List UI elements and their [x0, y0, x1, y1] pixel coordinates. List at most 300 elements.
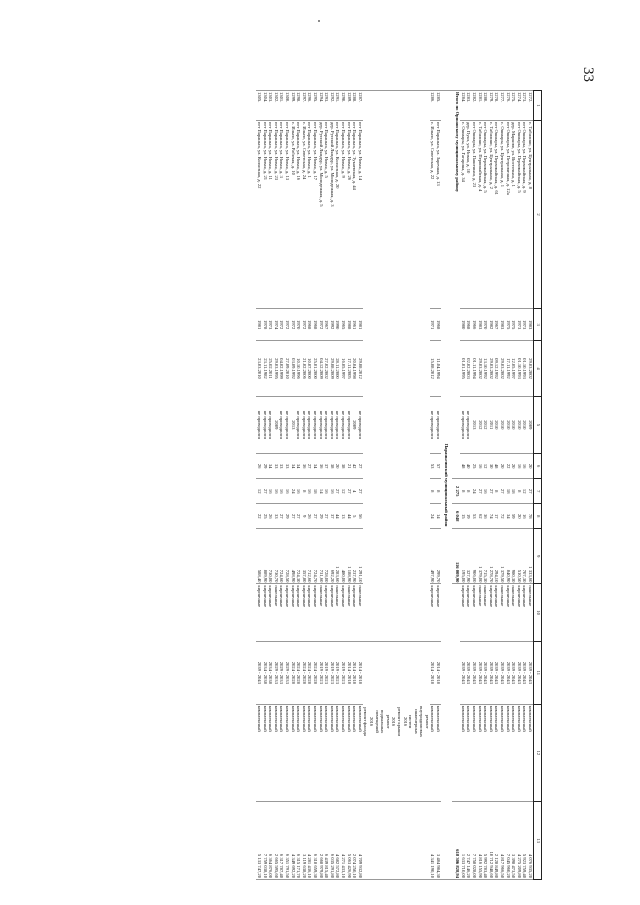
table-cell: пгт Параньга, ул. Новая, д. 23 — [273, 121, 279, 309]
table-cell: с. Ильпо, ул. Советская, д. 22 — [430, 121, 436, 309]
table-cell: кирпичные — [312, 584, 318, 642]
table-cell: 27 — [488, 479, 494, 504]
table-cell: 16 — [268, 479, 274, 504]
table-cell: 2039 - 2043 — [488, 641, 494, 704]
table-cell: 02.02.2003 — [466, 341, 472, 396]
table-cell: 16 — [516, 454, 522, 479]
table-cell: панельные — [318, 584, 324, 642]
notes-row — [363, 91, 430, 880]
rotated-table-container — [72, 90, 542, 880]
table-cell: 7 758 028,00 — [471, 802, 477, 880]
table-cell: не проводился — [257, 396, 263, 454]
table-cell: комплексный — [268, 704, 274, 802]
table-cell: не проводился — [262, 396, 268, 454]
table-row — [511, 91, 517, 880]
table-cell: 6 317 787,40 — [279, 802, 285, 880]
table-cell: 2010 — [511, 396, 517, 454]
table-cell: 1287. — [357, 91, 363, 121]
table-cell: кирпичные — [522, 584, 528, 642]
table-cell: 26 — [268, 504, 274, 529]
table-cell: 2014 - 2018 — [346, 641, 352, 704]
table-row — [357, 91, 363, 880]
table-cell: 15 — [460, 504, 466, 529]
table-cell: 12 — [257, 479, 263, 504]
table-cell: 2039 - 2043 — [466, 641, 472, 704]
total-row — [452, 91, 461, 880]
table-cell: с. Ильпо, ул. Советская, д. 24 — [301, 121, 307, 309]
table-cell: комплексный — [312, 704, 318, 802]
table-cell: 1 283,60 — [335, 529, 341, 584]
table-cell: 1299. — [290, 91, 296, 121]
table-cell: пгт Параньга, ул. Новая, д. 13 — [284, 121, 290, 309]
table-cell: 33 — [279, 454, 285, 479]
total-cell: 116 009,90 — [452, 529, 461, 584]
table-cell: 44 — [335, 504, 341, 529]
table-cell: 22 — [505, 454, 511, 479]
table-cell: 14 — [436, 504, 442, 529]
table-row — [516, 91, 522, 880]
table-cell: 4 709 932,80 — [357, 802, 363, 880]
table-cell: 1291. — [335, 91, 341, 121]
table-cell: 29.03.2002 — [488, 341, 494, 396]
table-cell: комплексный — [460, 704, 466, 802]
table-cell: 16 — [279, 479, 285, 504]
table-cell: дер. Марково, ул. Восточная, д. 1 — [511, 121, 517, 309]
table-cell: 20 — [527, 454, 533, 479]
table-cell: 1971 — [430, 308, 436, 341]
table-cell: 10 712 948,60 — [488, 802, 494, 880]
table-cell: 17 — [494, 504, 500, 529]
table-row — [329, 91, 335, 880]
table-cell: 27 — [279, 504, 285, 529]
table-row — [257, 91, 263, 880]
table-cell: 59 — [511, 504, 517, 529]
table-cell: 2 668 979,80 — [318, 802, 324, 880]
table-cell: 29.03.2002 — [527, 341, 533, 396]
table-cell: 2039 - 2043 — [471, 641, 477, 704]
table-cell: 13.10.1992 — [483, 341, 489, 396]
table-cell: 36 — [301, 454, 307, 479]
table-cell: комплексный — [301, 704, 307, 802]
table-cell: комплексный — [488, 704, 494, 802]
table-cell: 980,30 — [511, 529, 517, 584]
table-cell: 6 315 171,70 — [296, 802, 302, 880]
table-cell: панельные — [477, 584, 483, 642]
table-cell: 22 — [257, 504, 263, 529]
table-cell: 2014 - 2018 — [357, 641, 363, 704]
table-cell: 27 — [477, 479, 483, 504]
table-cell: 09.12.1992 — [494, 341, 500, 396]
table-cell: 1304. — [262, 91, 268, 121]
table-cell: 1970 — [483, 308, 489, 341]
table-cell: 20.04.1998 — [352, 341, 358, 396]
table-cell: 01.10.1993 — [522, 341, 528, 396]
column-number-1: 1 — [534, 91, 542, 121]
total-cell: 2 275 — [452, 479, 461, 504]
table-cell: 23.11.1982 — [262, 341, 268, 396]
table-cell: не проводился — [324, 396, 330, 454]
table-cell: 1303. — [268, 91, 274, 121]
table-cell: 27 — [296, 504, 302, 529]
table-cell: 1281. — [477, 91, 483, 121]
table-cell: 2013 — [471, 396, 477, 454]
table-cell: 8 — [301, 479, 307, 504]
table-cell: 1 379,50 — [499, 529, 505, 584]
table-cell: 74 — [488, 504, 494, 529]
table-cell: 2039 - 2043 — [460, 641, 466, 704]
table-cell: 27 — [290, 504, 296, 529]
table-cell: 2 665 595,60 — [273, 802, 279, 880]
notes-spacer — [363, 802, 430, 880]
table-row — [324, 91, 330, 880]
table-cell: комплексный — [318, 704, 324, 802]
table-cell: 4 271 433,10 — [340, 802, 346, 880]
table-cell: 17.11.1992 — [505, 341, 511, 396]
table-cell: пгт Параньга, ул. Новая, д. 17 — [312, 121, 318, 309]
table-cell: 5 992 783,40 — [483, 802, 489, 880]
table-cell: 1284. — [460, 91, 466, 121]
table-cell: 4 281 436,10 — [307, 802, 313, 880]
table-cell: 30 — [488, 454, 494, 479]
table-cell: 2013 — [290, 396, 296, 454]
table-cell: 11.04.1994 — [436, 341, 442, 396]
table-cell: 6 351 791,50 — [284, 802, 290, 880]
table-row — [296, 91, 302, 880]
table-cell: 20 — [516, 504, 522, 529]
table-cell: 19 — [466, 504, 472, 529]
table-cell: 294,10 — [494, 529, 500, 584]
table-cell: 36 — [483, 504, 489, 529]
table-cell: 78 — [527, 504, 533, 529]
table-cell: 2039 - 2043 — [483, 641, 489, 704]
table-cell: 195,00 — [460, 529, 466, 584]
total-cell: 618 306 828,94 — [452, 802, 461, 880]
table-cell: 44 — [346, 504, 352, 529]
table-cell: 8 — [430, 479, 436, 504]
table-cell: 1301. — [279, 91, 285, 121]
table-cell: комплексный — [340, 704, 346, 802]
table-cell: 1278. — [494, 91, 500, 121]
table-cell: 26 — [307, 504, 313, 529]
table-cell: 21 — [346, 454, 352, 479]
table-cell: кирпичные — [307, 584, 313, 642]
table-cell: 2014 - 2018 — [430, 641, 436, 704]
table-cell: не проводился — [340, 396, 346, 454]
table-cell: 72 — [499, 504, 505, 529]
table-cell: кирпичные — [284, 584, 290, 642]
table-cell: пгт Параньга, ул. Колхозная, д. 20 — [335, 121, 341, 309]
table-cell: 48 — [494, 454, 500, 479]
column-number-6: 6 — [534, 454, 542, 479]
table-cell: 16 — [284, 479, 290, 504]
table-cell: 1982 — [488, 308, 494, 341]
table-cell: 16.05.1997 — [340, 341, 346, 396]
table-row — [527, 91, 533, 880]
table-cell: 2010 — [505, 396, 511, 454]
table-cell: кирпичные — [516, 584, 522, 642]
table-cell: 34 — [505, 504, 511, 529]
table-row — [301, 91, 307, 880]
table-cell: панельные — [357, 584, 363, 642]
table-cell: 1972 — [318, 308, 324, 341]
note-line: 2016 — [391, 717, 397, 727]
table-row — [279, 91, 285, 880]
table-cell: 12 — [483, 454, 489, 479]
table-cell: 2012 — [483, 396, 489, 454]
table-cell: 1972 — [279, 308, 285, 341]
table-cell: не проводился — [329, 396, 335, 454]
table-cell: пгт Ошмары, ул. Пашенная, д. 23 — [471, 121, 477, 309]
table-cell: кирпичные — [505, 584, 511, 642]
table-cell: 16 — [522, 504, 528, 529]
table-cell: 18 — [505, 479, 511, 504]
table-cell: пгт Параньга, ул. Тукаевская, д. 44 — [352, 121, 358, 309]
table-cell: не проводился — [335, 396, 341, 454]
table-cell: 1973 — [268, 308, 274, 341]
table-cell: 27.02.2002 — [324, 341, 330, 396]
table-cell: 10.07.2000 — [307, 341, 313, 396]
total-cell — [452, 584, 461, 802]
table-cell: не проводился — [307, 396, 313, 454]
table-cell: 01.11.1994 — [471, 341, 477, 396]
table-cell: не проводился — [460, 396, 466, 454]
table-cell: кирпичные — [430, 584, 436, 642]
table-cell: 728,00 — [324, 529, 330, 584]
table-row — [307, 91, 313, 880]
table-cell: 28.11.2000 — [335, 341, 341, 396]
page-number: 33 — [580, 67, 596, 82]
table-cell: 34 — [312, 454, 318, 479]
table-cell: 04.02.1999 — [279, 341, 285, 396]
table-row — [290, 91, 296, 880]
table-cell: 40 — [466, 454, 472, 479]
table-cell: 53 — [471, 504, 477, 529]
table-cell: 2010 — [494, 396, 500, 454]
table-cell: 1961 — [352, 308, 358, 341]
table-cell: 730,00 — [268, 529, 274, 584]
table-cell: комплексный — [516, 704, 522, 802]
table-cell: 1296. — [307, 91, 313, 121]
table-cell: 237,90 — [352, 529, 358, 584]
table-cell: 1302. — [273, 91, 279, 121]
table-cell: 1 633 710,00 — [460, 802, 466, 880]
table-cell: пгт Параньга, ул. Новая, д. 3 — [279, 121, 285, 309]
table-cell: кирпичные — [268, 584, 274, 642]
table-cell: 2 074 250,10 — [352, 802, 358, 880]
table-cell: 1300. — [284, 91, 290, 121]
table-cell: 1980 — [460, 308, 466, 341]
column-number-3: 3 — [534, 308, 542, 341]
table-cell: 1280. — [483, 91, 489, 121]
table-cell: пгт Параньга, ул. Заречная, д. 13 — [436, 121, 442, 309]
table-cell: 2034 - 2038 — [262, 641, 268, 704]
table-cell: комплексный — [466, 704, 472, 802]
table-cell: пгт Ошмары, ул. Первомайская, д. 9 — [522, 121, 528, 309]
table-cell: комплексный — [357, 704, 363, 802]
table-cell: 6 035 291,80 — [329, 802, 335, 880]
table-cell: 29 — [318, 504, 324, 529]
notes-spacer — [363, 91, 430, 642]
note-line: 2016 — [402, 717, 408, 727]
table-cell: 1968 — [436, 308, 442, 341]
table-cell: не проводился — [312, 396, 318, 454]
table-cell: 04.12.2009 — [318, 341, 324, 396]
table-cell: 1289. — [346, 91, 352, 121]
table-cell: кирпичные — [352, 584, 358, 642]
table-cell: комплексный — [483, 704, 489, 802]
table-cell: 510,50 — [516, 529, 522, 584]
table-cell: комплексный — [324, 704, 330, 802]
table-cell: 2010 — [522, 396, 528, 454]
table-cell: пгт Параньга, ул. Новая, д. 1 — [307, 121, 313, 309]
table-cell: 1305. — [257, 91, 263, 121]
table-cell: кирпичные — [301, 584, 307, 642]
table-cell: 10.10.1996 — [296, 341, 302, 396]
table-cell: дер. Русский Ляждур, ул. Молодежная, д. 5 — [318, 121, 324, 309]
table-cell: 1968 — [307, 308, 313, 341]
table-cell: 1 379,00 — [477, 529, 483, 584]
table-cell: комплексный — [273, 704, 279, 802]
table-cell: 707,30 — [522, 529, 528, 584]
table-cell: 24 — [290, 479, 296, 504]
table-cell: 29.08.2012 — [357, 341, 363, 396]
table-cell: комплексный — [436, 704, 442, 802]
table-cell: 27 — [312, 504, 318, 529]
table-row — [262, 91, 268, 880]
table-row — [346, 91, 352, 880]
table-cell: 2024 - 2028 — [301, 641, 307, 704]
table-cell: 27 — [346, 479, 352, 504]
table-cell: 1272. — [527, 91, 533, 121]
table-cell: пгт Ошмары, ул. Петровичная, д. 12а — [505, 121, 511, 309]
table-cell: 2029 - 2033 — [284, 641, 290, 704]
table-row — [471, 91, 477, 880]
table-row — [268, 91, 274, 880]
table-cell: 1992 — [329, 308, 335, 341]
table-cell: 2 128 849,80 — [494, 802, 500, 880]
table-cell: панельные — [273, 584, 279, 642]
table-cell: 2024 - 2028 — [312, 641, 318, 704]
table-cell: 730,70 — [273, 529, 279, 584]
table-cell: 21.02.2006 — [301, 341, 307, 396]
table-cell: 1297. — [301, 91, 307, 121]
total-cell: Итого по Оршанскому муниципальному району — [452, 91, 461, 479]
table-cell: 357,80 — [301, 529, 307, 584]
table-cell: 27 — [324, 504, 330, 529]
table-cell: 16 — [307, 479, 313, 504]
table-cell: 712,60 — [307, 529, 313, 584]
table-cell: 16 — [477, 454, 483, 479]
table-cell: 1273. — [522, 91, 528, 121]
table-cell: комплексный — [335, 704, 341, 802]
table-cell: 327,90 — [466, 529, 472, 584]
table-cell: 17.11.2005 — [346, 341, 352, 396]
note-line: подвальных — [380, 709, 386, 734]
table-cell: 4 817 966,50 — [499, 802, 505, 880]
table-cell: 480,00 — [340, 529, 346, 584]
table-cell: 1968 — [466, 308, 472, 341]
note-line: инженерных — [413, 709, 419, 734]
table-row — [505, 91, 511, 880]
table-cell: 2009 — [527, 396, 533, 454]
table-cell: 12 — [340, 479, 346, 504]
table-cell: комплексный — [471, 704, 477, 802]
table-cell: 16 — [329, 479, 335, 504]
table-cell: пгт Параньга, ул. Колхозная, д. 22 — [257, 121, 263, 309]
note-line: систем — [408, 714, 414, 729]
table-cell: 1293. — [324, 91, 330, 121]
table-cell: 12 — [522, 479, 528, 504]
column-number-row — [534, 91, 542, 880]
table-cell: 27 — [335, 479, 341, 504]
table-cell: 2039 - 2043 — [505, 641, 511, 704]
table-cell: 4 341 190,10 — [430, 802, 436, 880]
table-row — [430, 91, 436, 880]
table-cell: 1 333,60 — [527, 529, 533, 584]
table-cell: кирпичные — [436, 584, 442, 642]
table-cell: 1283. — [466, 91, 472, 121]
table-cell: 16 — [273, 479, 279, 504]
table-cell: 2024 - 2028 — [307, 641, 313, 704]
table-cell: 1975 — [511, 308, 517, 341]
table-cell: кирпичные — [262, 584, 268, 642]
note-line: ремонт крыши — [396, 707, 402, 736]
table-cell: 27 — [527, 479, 533, 504]
table-cell: 33 — [273, 454, 279, 479]
table-cell: 2029 - 2033 — [273, 641, 279, 704]
table-cell: 2014 - 2018 — [352, 641, 358, 704]
table-cell: кирпичные — [296, 584, 302, 642]
table-cell: 24 — [471, 479, 477, 504]
table-cell: 4 076 935,20 — [527, 802, 533, 880]
table-cell: 2019 - 2023 — [318, 641, 324, 704]
table-cell: 33 — [273, 504, 279, 529]
table-cell: комплексный — [477, 704, 483, 802]
table-cell: панельные — [335, 584, 341, 642]
table-cell: 1983 — [527, 308, 533, 341]
column-number-4: 4 — [534, 341, 542, 396]
table-cell: 2029 - 2033 — [279, 641, 285, 704]
table-cell: 1276. — [505, 91, 511, 121]
table-cell: 5 — [352, 504, 358, 529]
table-cell: 15.08.2012 — [430, 341, 436, 396]
table-cell: 724,60 — [279, 529, 285, 584]
table-cell: 24 — [430, 504, 436, 529]
table-cell: кирпичные — [329, 584, 335, 642]
table-cell: 27 — [307, 454, 313, 479]
table-cell: 27 — [262, 479, 268, 504]
table-row — [494, 91, 500, 880]
table-cell: комплексный — [307, 704, 313, 802]
table-row — [340, 91, 346, 880]
table-cell: комплексный — [352, 704, 358, 802]
table-cell: 6 318 659,30 — [312, 802, 318, 880]
table-cell: 2019 - 2023 — [329, 641, 335, 704]
table-cell: 18 — [312, 479, 318, 504]
table-cell: 2024 - 2028 — [290, 641, 296, 704]
table-cell: кирпичные — [279, 584, 285, 642]
table-cell: 3 398 473,50 — [511, 802, 517, 880]
table-cell: 2039 - 2043 — [494, 641, 500, 704]
table-cell: 1975 — [505, 308, 511, 341]
table-cell: пгт Параньга, ул. Новая, д. 9 — [340, 121, 346, 309]
table-row — [318, 91, 324, 880]
table-cell: 26 — [257, 454, 263, 479]
table-cell: 2039 - 2043 — [522, 641, 528, 704]
table-cell: комплексный — [296, 704, 302, 802]
table-cell: 34 — [296, 454, 302, 479]
table-cell: 1292. — [329, 91, 335, 121]
